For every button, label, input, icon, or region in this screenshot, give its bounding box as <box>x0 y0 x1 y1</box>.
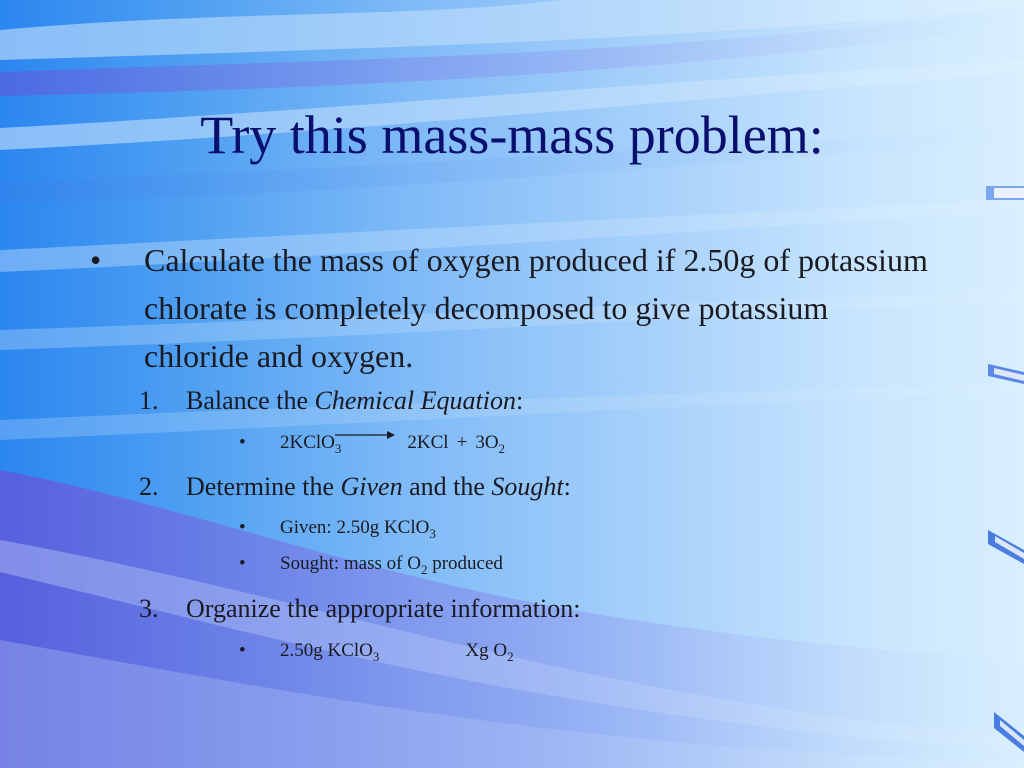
main-bullet-text: Calculate the mass of oxygen produced if 2.50g of potassium chlorate is completely decomposed to give potassium chloride and oxygen. <box>144 242 928 374</box>
reaction-arrow-icon <box>341 434 401 454</box>
step-2 <box>139 470 571 504</box>
sub-bullet-glyph: • <box>239 640 246 661</box>
product2-subscript: 2 <box>498 441 506 456</box>
step-2-mid: and the <box>402 472 492 501</box>
organize-right-subscript: 2 <box>507 649 514 664</box>
equation-line <box>239 430 505 457</box>
organize-right: Xg O <box>465 640 508 661</box>
product2-formula: 3O <box>475 432 499 453</box>
step-2-number: 2. <box>139 472 159 501</box>
plus-sign: + <box>456 432 468 453</box>
product1-formula: 2KCl <box>407 432 449 453</box>
step-3-number: 3. <box>139 594 159 623</box>
sub-bullet-glyph: • <box>239 553 246 574</box>
sub-bullet-glyph: • <box>239 432 246 453</box>
step-1-colon: : <box>515 386 524 415</box>
reactant-formula: 2KClO <box>280 432 335 453</box>
step-1-number: 1. <box>139 386 159 415</box>
given-text: Given: 2.50g KClO <box>280 517 430 538</box>
organize-left-subscript: 3 <box>372 649 380 664</box>
step-2-colon: : <box>563 472 571 501</box>
step-1 <box>139 384 523 418</box>
organize-left: 2.50g KClO <box>280 640 373 661</box>
sought-text: Sought: mass of O <box>280 553 421 574</box>
reactant-subscript: 3 <box>334 441 342 456</box>
step-2-text: Determine the <box>186 472 341 501</box>
step-3-text: Organize the appropriate information: <box>186 594 581 623</box>
bullet-glyph: • <box>90 242 102 278</box>
sub-bullet-glyph: • <box>239 517 246 538</box>
step-2-emphasis-sought: Sought <box>491 472 564 501</box>
step-3 <box>139 592 580 626</box>
given-line <box>239 515 436 542</box>
sought-line <box>239 551 503 578</box>
sought-post: produced <box>427 553 503 574</box>
step-1-text: Balance the <box>186 386 315 415</box>
step-1-emphasis: Chemical Equation <box>314 386 516 415</box>
slide-title: Try this mass-mass problem: <box>200 105 824 165</box>
step-2-emphasis-given: Given <box>340 472 403 501</box>
sought-subscript: 2 <box>420 562 428 577</box>
given-subscript: 3 <box>429 526 436 541</box>
organize-line <box>239 638 514 665</box>
